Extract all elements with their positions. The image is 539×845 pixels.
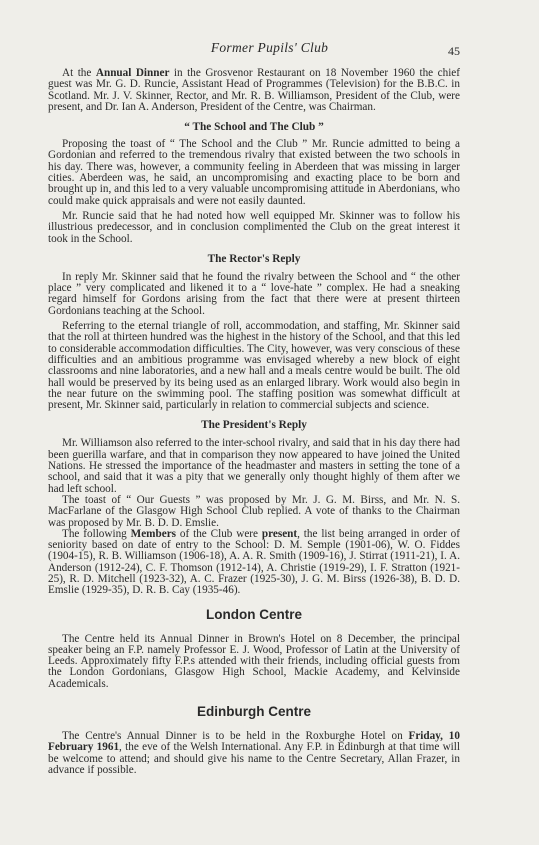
london-centre-heading: London Centre <box>206 606 302 622</box>
presidents-reply-paragraph-2: The toast of “ Our Guests ” was proposed by Mr. J. G. M. Birss, and Mr. N. S. MacFarlane of the Glasgow High School Club replied. A vote of thanks to the Chairman was proposed by Mr. B. D. D. Emslie. <box>48 493 460 529</box>
members-lead: The following <box>62 527 131 540</box>
annual-dinner-lead: At the <box>62 67 96 79</box>
page-number: 45 <box>448 44 460 58</box>
annual-dinner-text: in the Grosvenor Restaurant on 18 November 1960 the chief guest was Mr. G. D. Runcie, Assistant Head of Programmes (Television) for the B.B.C. in Scotland. Mr. J. V. Skinner, Rector, and Mr. R. B. Williamson, President of the Club, were present, and Dr. Ian A. Anderson, President of the Centre, was Chairman. <box>48 67 460 113</box>
members-bold: Members <box>130 527 177 540</box>
london-centre-paragraph: The Centre held its Annual Dinner in Brown's Hotel on 8 December, the principal speaker being an F.P. namely Professor E. J. Wood, Professor of Latin at the University of Leeds. Approximately fifty F.P.s attended with their friends, including official guests from the London Gordonians, Glasgow High School, Mackie Academy, and Kelvinside Academicals. <box>48 632 460 690</box>
edinburgh-centre-heading: Edinburgh Centre <box>197 704 311 720</box>
members-present-paragraph <box>48 529 460 597</box>
present-bold: present <box>261 527 298 540</box>
school-and-club-paragraph-2: Mr. Runcie said that he had noted how well equipped Mr. Skinner was to follow his illustrious predecessor, and in conclusion complimented the Club on the great interest it took in the School. <box>48 209 460 245</box>
annual-dinner-bold: Annual Dinner <box>95 67 170 79</box>
page-body <box>48 68 460 776</box>
rectors-reply-heading: The Rector's Reply <box>207 252 301 265</box>
rectors-reply-paragraph-2: Referring to the eternal triangle of roll, accommodation, and staffing, Mr. Skinner said that the roll at thirteen hundred was the highest in the history of the School, and that this led to considerable accommodation difficulties. The City, however, was very conscious of these difficulties and an ambitious programme was envisaged whereby a new block of eight classrooms and nine laboratories, and a new hall and a meals centre would be built. The old hall would be preserved by its being used as an enlarged library. Work would also begin in the near future on the swimming pool. The staffing position was somewhat difficult at present, Mr. Skinner said, particularly in relation to commercial subjects and science. <box>48 320 460 412</box>
presidents-reply-heading: The President's Reply <box>201 419 307 432</box>
edinburgh-date-bold: Friday, 10 February 1961 <box>48 730 460 754</box>
members-mid: of the Club were <box>176 527 262 540</box>
annual-dinner-paragraph <box>48 68 460 113</box>
edinburgh-centre-paragraph <box>48 731 460 776</box>
members-list: , the list being arranged in order of seniority based on date of entry to the School: D. M. Semple (1901-06), W. O. Fiddes (1904-15), R. B. Williamson (1906-18), A. A. R. Smith (1909-16), J. Stirrat (1911-21), I. A. Anderson (1912-24), C. F. Thomson (1912-14), A. Christie (1919-29), I. F. Stratton (1921-25), R. D. Mitchell (1923-32), A. C. Frazer (1925-30), J. G. M. Birss (1926-38), B. D. D. Emslie (1929-35), D. R. B. Cay (1935-46). <box>48 527 460 597</box>
presidents-reply-paragraph-1: Mr. Williamson also referred to the inter-school rivalry, and said that in his day there had been guerilla warfare, and that in comparison they now appeared to have joined the United Nations. He stressed the importance of the headmaster and masters in setting the tone of a school, and said that it was a pity that we generally only thought highly of them after we had left school. <box>48 437 460 495</box>
edinburgh-lead: The Centre's Annual Dinner is to be held in the Roxburghe Hotel on <box>62 730 409 743</box>
rectors-reply-paragraph-1: In reply Mr. Skinner said that he found the rivalry between the School and “ the other place ” very complicated and likened it to a “ love-hate ” complex. He had a sneaking regard himself for Gordons arising from the fact that there were at present thirteen Gordonians teaching at the School. <box>48 270 460 317</box>
school-and-club-paragraph-1: Proposing the toast of “ The School and the Club ” Mr. Runcie admitted to being a Gordonian and referred to the tremendous rivalry that existed between the two schools in his day. There was, however, a community feeling in Aberdeen that was missing in larger cities. Aberdeen was, he said, an uncompromising and exacting place to be born and brought up in, and this led to a very valuable uncompromising attitude in Aberdonians, who could make quick appraisals and were not easily daunted. <box>48 138 460 207</box>
running-title: Former Pupils' Club <box>210 40 329 55</box>
school-and-club-heading: “ The School and The Club ” <box>184 121 324 134</box>
edinburgh-text: , the eve of the Welsh International. Any F.P. in Edinburgh at that time will be welcome to attend; and should give his name to the Centre Secretary, Allan Frazer, in advance if possible. <box>48 741 460 776</box>
